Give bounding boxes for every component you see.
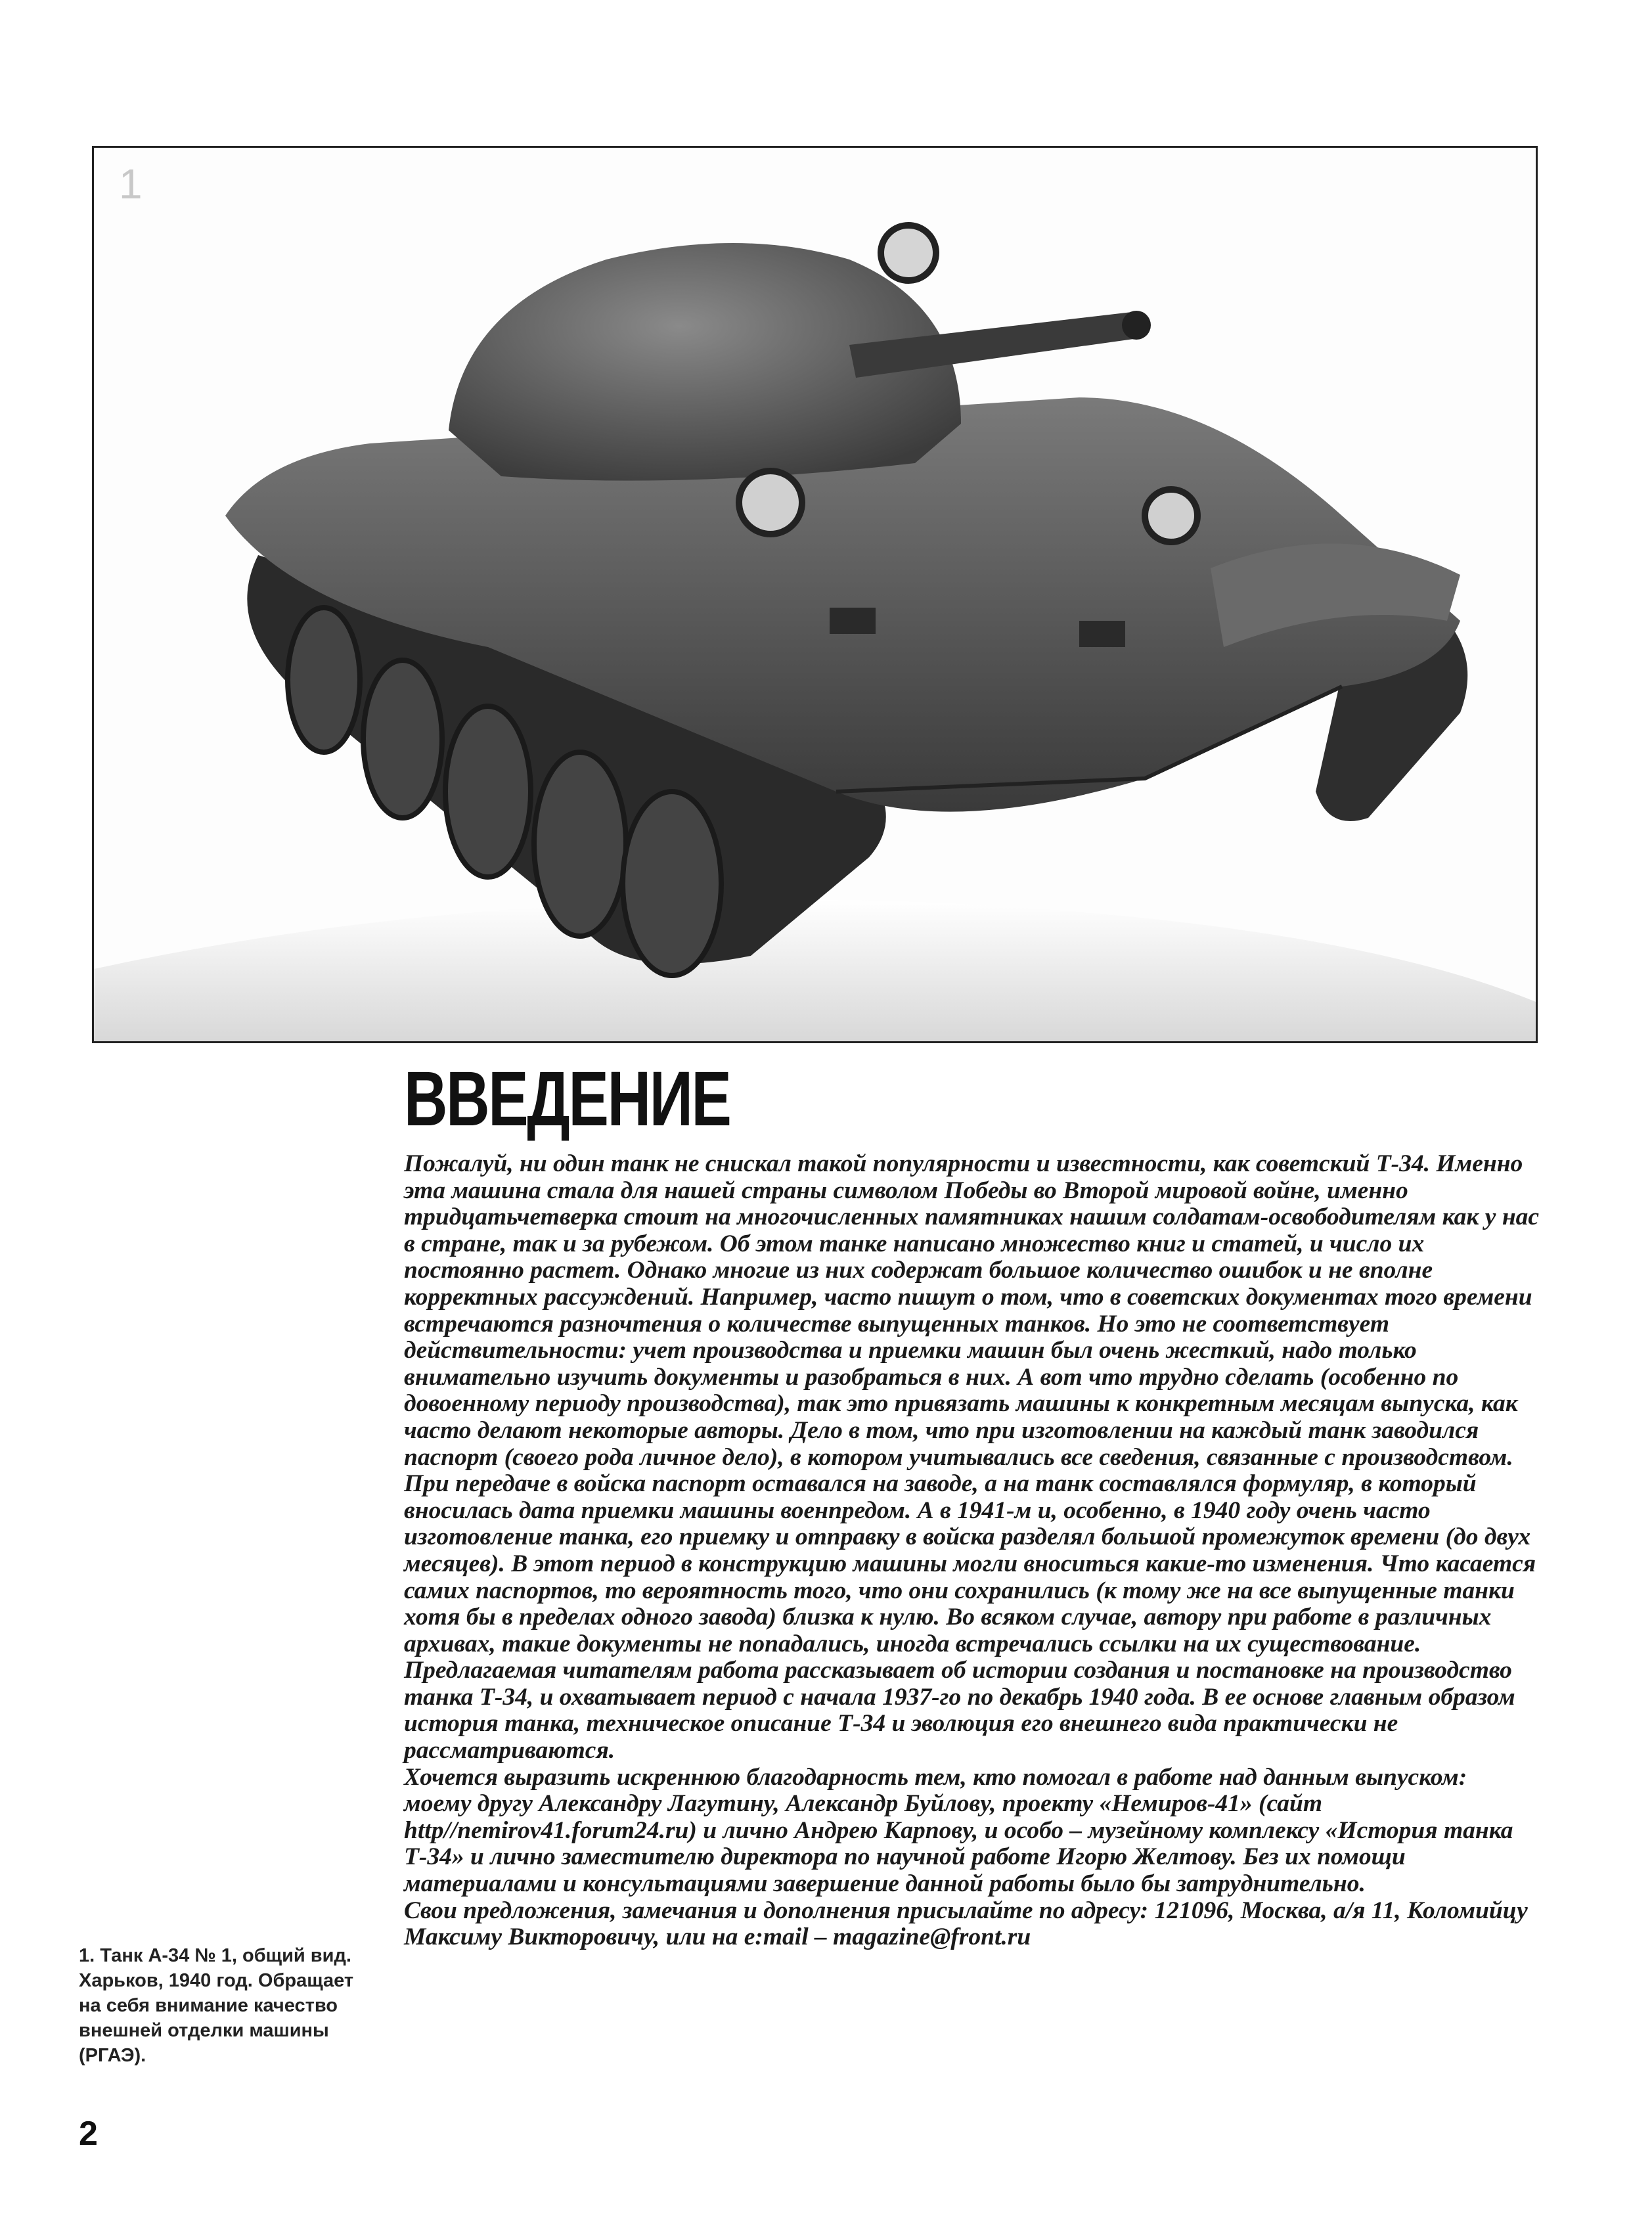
paragraph: Свои предложения, замечания и дополнения присылайте по адресу: 121096, Москва, а/я 11, Коломийцу Максиму Викторовичу, или на e:mail – magazine@front.ru xyxy=(404,1897,1528,1951)
photo-caption: 1. Танк А-34 № 1, общий вид. Харьков, 1940 год. Обращает на себя внимание качество внешней отделки машины (РГАЭ). xyxy=(79,1945,354,2066)
headlight-left xyxy=(739,471,802,534)
tank-photo xyxy=(94,148,1536,1041)
paragraph: Предлагаемая читателям работа рассказывает об истории создания и постановке на производство танка Т-34, и охватывает период с начала 1937-го по декабрь 1940 года. В ее основе главным образом история танка, техническое описание Т-34 и эволюция его внешнего вида практически не рассматриваются. xyxy=(404,1657,1515,1764)
photo-frame xyxy=(92,146,1538,1043)
paragraph: Пожалуй, ни один танк не снискал такой популярности и известности, как советский Т-34. Именно эта машина стала для нашей страны символом Победы во Второй мировой войне, именно тридцатьчетверка стоит на многочисленных памятниках нашим солдатам-освободителям как у нас в стране, так и за рубежом. Об этом танке написано множество книг и статей, и число их постоянно растет. Однако многие из них содержат большое количество ошибок и не вполне корректных рассуждений. Например, часто пишут о том, что в советских документах того времени встречаются разночтения о количестве выпущенных танков. Но это не соответствует действительности: учет производства и приемки машин был очень жесткий, надо только внимательно изучить документы и разобраться в них. А вот что трудно сделать (особенно по довоенному периоду производства), так это привязать машины к конкретным месяцам выпуска, как часто делают некоторые авторы. Дело в том, что при изготовлении на каждый танк заводился паспорт (своего рода личное дело), в котором учитывались все сведения, связанные с производством. При передаче в войска паспорт оставался на заводе, а на танк составлялся формуляр, в который вносилась дата приемки машины военпредом. А в 1941-м и, особенно, в 1940 году очень часто изготовление танка, его приемку и отправку в войска разделял большой промежуток времени (до двух месяцев). В этот период в конструкцию машины могли вноситься какие-то изменения. Что касается самих паспортов, то вероятность того, что они сохранились (к тому же на все выпущенные танки хотя бы в пределах одного завода) близка к нулю. Во всяком случае, автору при работе в различных архивах, такие документы не попадались, иногда встречались ссылки на их существование. xyxy=(404,1150,1540,1657)
figure-number: 1 xyxy=(119,160,143,208)
article-body xyxy=(404,1151,1540,1951)
section-heading: ВВЕДЕНИЕ xyxy=(404,1056,730,1142)
headlight-right xyxy=(1145,489,1197,542)
page-number: 2 xyxy=(79,2115,98,2153)
paragraph: Хочется выразить искреннюю благодарность тем, кто помогал в работе над данным выпуском: моему другу Александру Лагутину, Александр Буйлову, проекту «Немиров-41» (сайт http//nemirov41.forum24.ru) и лично Андрею Карпову, и особо – музейному комплексу «История танка Т-34» и лично заместителю директора по научной работе Игорю Желтову. Без их помощи материалами и консультациями завершение данной работы было бы затруднительно. xyxy=(404,1763,1513,1898)
